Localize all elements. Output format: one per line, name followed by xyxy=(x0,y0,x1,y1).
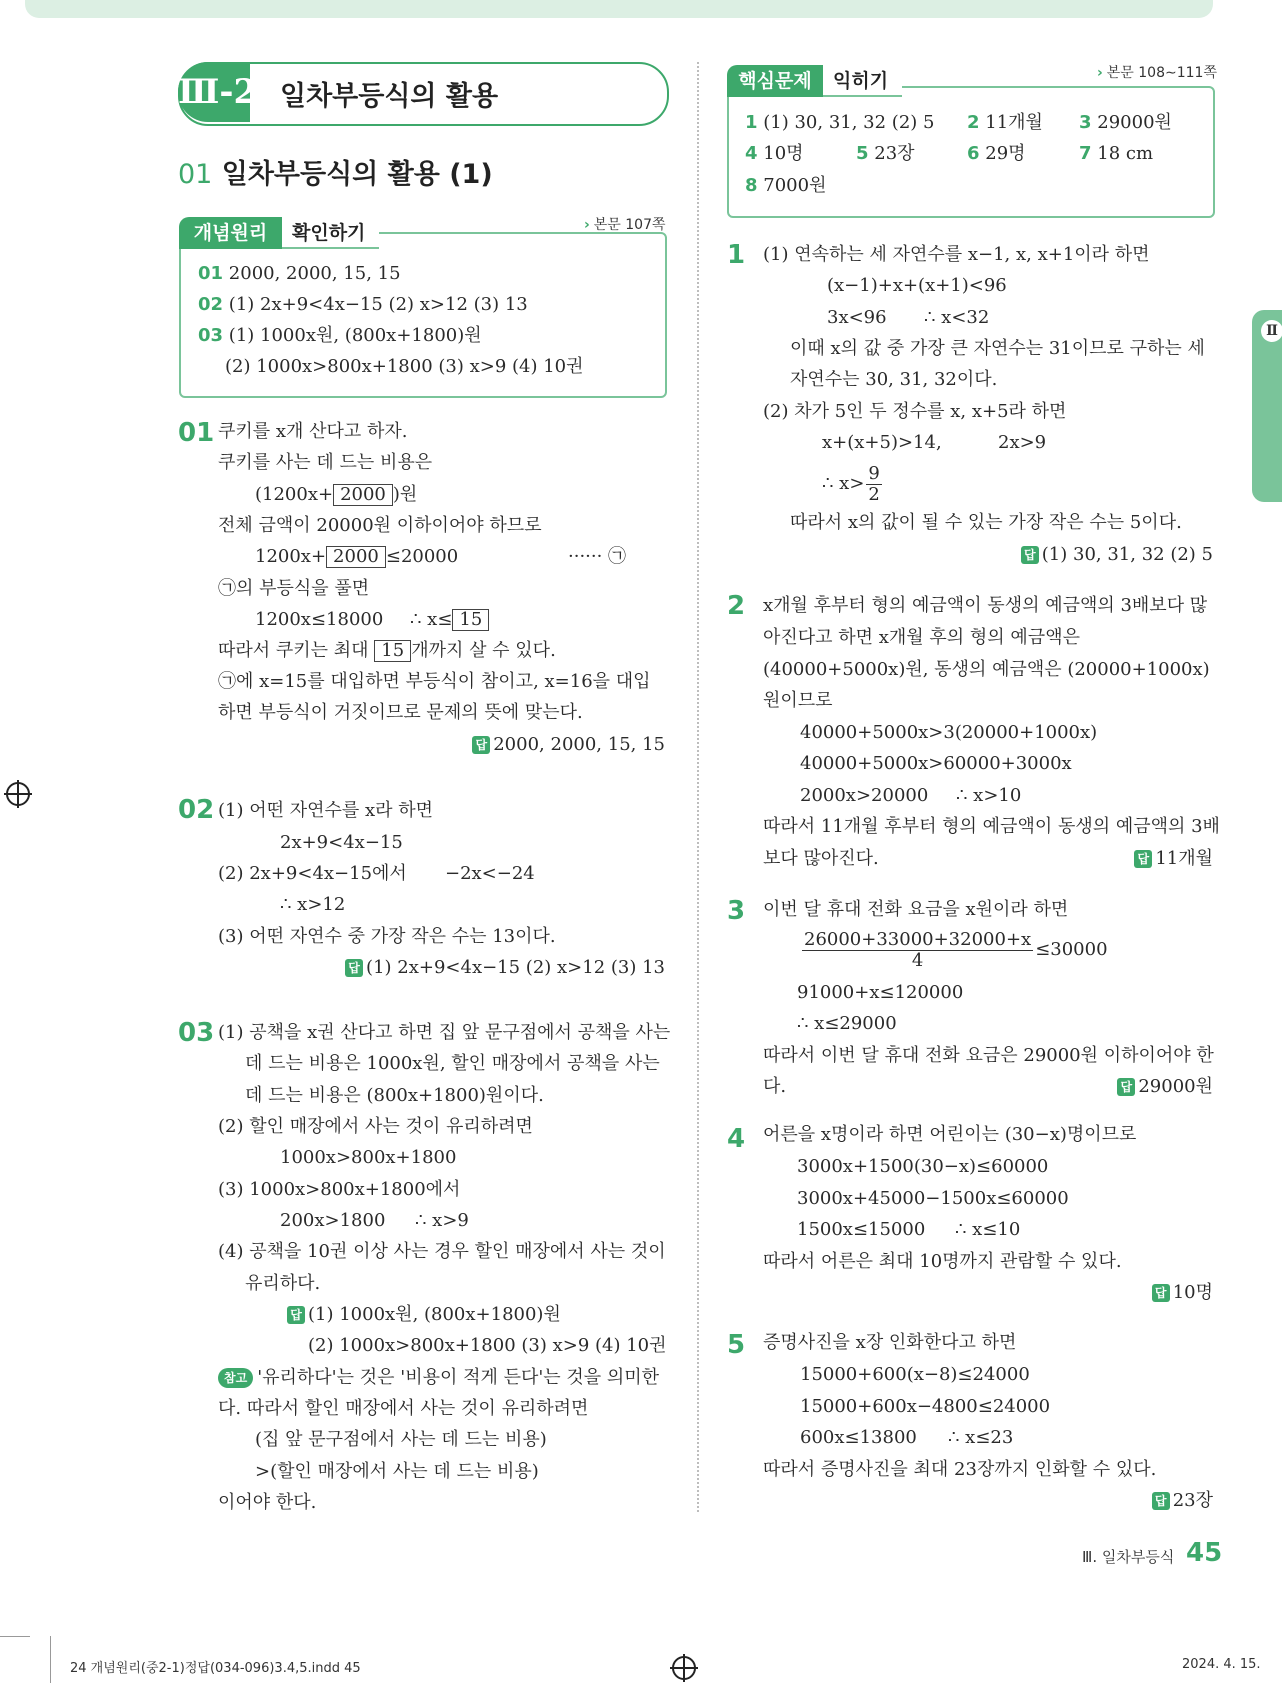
p01-line: ㉠의 부등식을 풀면 xyxy=(218,578,370,599)
p1-line: ∴ x<32 xyxy=(924,307,990,328)
problem-number: 02 xyxy=(178,795,215,825)
p01-line: 쿠키를 x개 산다고 하자. xyxy=(218,421,408,442)
p5-line: 15000+600(x−8)≤24000 xyxy=(800,1364,1030,1385)
p1-line: 이때 x의 값 중 가장 큰 자연수는 31이므로 구하는 세 xyxy=(790,338,1205,359)
p1-line: (x−1)+x+(x+1)<96 xyxy=(827,275,1007,296)
concept-line: 01 2000, 2000, 15, 15 xyxy=(198,263,401,284)
p4-line: ∴ x≤10 xyxy=(955,1219,1021,1240)
p4-line: 3000x+45000−1500x≤60000 xyxy=(797,1188,1069,1209)
p4-line: 어른을 x명이라 하면 어린이는 (30−x)명이므로 xyxy=(763,1124,1137,1145)
p03-note: >(할인 매장에서 사는 데 드는 비용) xyxy=(255,1461,539,1482)
core-item: 7 18 cm xyxy=(1079,143,1154,164)
p03-answer: 답 (1) 1000x원, (800x+1800)원 xyxy=(287,1304,561,1326)
note-icon: 참고 xyxy=(218,1368,253,1388)
p2-answer: 답 11개월 xyxy=(1134,848,1213,870)
p01-line: 1200x+ 2000 ≤20000 xyxy=(255,546,459,567)
p01-line: 하면 부등식이 거짓이므로 문제의 뜻에 맞는다. xyxy=(218,702,583,723)
print-slug: 24 개념원리(중2-1)정답(034-096)3.4,5.indd 45 xyxy=(70,1661,361,1676)
blank-box: 2000 xyxy=(326,546,386,568)
p03-line: ∴ x>9 xyxy=(415,1210,469,1231)
p1-answer: 답 (1) 30, 31, 32 (2) 5 xyxy=(1021,544,1213,566)
p3-line: ∴ x≤29000 xyxy=(797,1013,897,1034)
problem-number: 01 xyxy=(178,418,215,448)
p3-line: 다. xyxy=(763,1076,787,1097)
page-number: 45 xyxy=(1186,1538,1223,1568)
p01-line: (1200x+ 2000 )원 xyxy=(255,484,418,505)
p03-line: 데 드는 비용은 (800x+1800)원이다. xyxy=(245,1085,544,1106)
concept-line: 03 (1) 1000x원, (800x+1800)원 xyxy=(198,325,482,346)
core-item: 6 29명 xyxy=(967,143,1026,164)
p4-line: 따라서 어른은 최대 10명까지 관람할 수 있다. xyxy=(763,1251,1122,1272)
core-item: 2 11개월 xyxy=(967,112,1043,133)
p1-line: x+(x+5)>14, xyxy=(822,432,942,453)
blank-box: 2000 xyxy=(333,484,393,506)
answer-icon: 답 xyxy=(1152,1284,1170,1302)
p02-line: (3) 어떤 자연수 중 가장 작은 수는 13이다. xyxy=(218,926,556,947)
p02-answer: 답 (1) 2x+9<4x−15 (2) x>12 (3) 13 xyxy=(345,957,665,979)
core-item: 4 10명 xyxy=(745,143,804,164)
p1-line: 3x<96 xyxy=(827,307,887,328)
p3-line: 이번 달 휴대 전화 요금을 x원이라 하면 xyxy=(763,899,1069,920)
p02-line: (1) 어떤 자연수를 x라 하면 xyxy=(218,800,434,821)
core-page-ref: › 본문 108∼111쪽 xyxy=(1097,62,1217,82)
p1-line: 2x>9 xyxy=(998,432,1047,453)
fraction: $\frac{9}{2}$ xyxy=(868,462,880,505)
p02-line: −2x<−24 xyxy=(445,863,535,884)
p01-line: ㉠에 x=15를 대입하면 부등식이 참이고, x=16을 대입 xyxy=(218,671,651,692)
p5-line: 600x≤13800 xyxy=(800,1427,917,1448)
print-date: 2024. 4. 15. xyxy=(1182,1657,1261,1672)
p2-line: 원이므로 xyxy=(763,690,833,711)
p2-line: 아진다고 하면 x개월 후의 형의 예금액은 xyxy=(763,627,1080,648)
p03-note: (집 앞 문구점에서 사는 데 드는 비용) xyxy=(255,1429,547,1450)
core-label: 익히기 xyxy=(823,65,902,97)
problem-number: 5 xyxy=(727,1330,746,1360)
p03-line: 유리하다. xyxy=(245,1273,321,1294)
core-tag: 핵심문제 xyxy=(727,65,823,97)
p2-line: 40000+5000x>3(20000+1000x) xyxy=(800,722,1098,743)
problem-number: 3 xyxy=(727,896,746,926)
p3-line: 91000+x≤120000 xyxy=(797,982,964,1003)
p3-line: $\frac{26000+33000+32000+x}{4}$ ≤30000 xyxy=(804,928,1108,971)
p03-line: (4) 공책을 10권 이상 사는 경우 할인 매장에서 사는 것이 xyxy=(218,1241,666,1262)
p2-line: 2000x>20000 xyxy=(800,785,929,806)
concept-page-ref: › 본문 107쪽 xyxy=(584,214,666,234)
p5-line: 따라서 증명사진을 최대 23장까지 인화할 수 있다. xyxy=(763,1459,1157,1480)
p2-line: ∴ x>10 xyxy=(956,785,1022,806)
p2-line: 40000+5000x>60000+3000x xyxy=(800,753,1072,774)
p3-answer: 답 29000원 xyxy=(1117,1076,1213,1098)
answer-icon: 답 xyxy=(1021,546,1039,564)
answer-icon: 답 xyxy=(472,736,490,754)
unit-number: Ⅲ-2 xyxy=(178,62,250,122)
p5-line: 증명사진을 x장 인화한다고 하면 xyxy=(763,1332,1017,1353)
crop-mark xyxy=(0,1636,30,1637)
p03-answer: (2) 1000x>800x+1800 (3) x>9 (4) 10권 xyxy=(308,1335,667,1356)
core-item: 3 29000원 xyxy=(1079,112,1172,133)
section-number: 01 xyxy=(178,159,213,190)
section-title-text: 일차부등식의 활용 (1) xyxy=(221,159,493,190)
p1-line: 자연수는 30, 31, 32이다. xyxy=(790,369,998,390)
p03-line: 200x>1800 xyxy=(280,1210,386,1231)
p01-answer: 답 2000, 2000, 15, 15 xyxy=(472,734,665,756)
concept-label: 확인하기 xyxy=(282,217,379,249)
p01-line: 따라서 쿠키는 최대 15 개까지 살 수 있다. xyxy=(218,640,556,661)
side-tab-label: Ⅱ xyxy=(1261,320,1283,342)
p01-line: 1200x≤18000 xyxy=(255,609,384,630)
p03-line: 데 드는 비용은 1000x원, 할인 매장에서 공책을 사는 xyxy=(245,1053,660,1074)
unit-title: 일차부등식의 활용 xyxy=(280,81,499,112)
registration-mark-icon xyxy=(6,782,30,806)
core-item: 5 23장 xyxy=(856,143,915,164)
p5-answer: 답 23장 xyxy=(1152,1490,1213,1512)
core-item: 8 7000원 xyxy=(745,175,827,196)
p5-line: ∴ x≤23 xyxy=(948,1427,1014,1448)
p4-line: 3000x+1500(30−x)≤60000 xyxy=(797,1156,1049,1177)
p2-line: x개월 후부터 형의 예금액이 동생의 예금액의 3배보다 많 xyxy=(763,595,1208,616)
top-band xyxy=(25,0,1213,18)
p1-line: (1) 연속하는 세 자연수를 x−1, x, x+1이라 하면 xyxy=(763,244,1150,265)
p01-line: 전체 금액이 20000원 이하이어야 하므로 xyxy=(218,515,542,536)
concept-line: 02 (1) 2x+9<4x−15 (2) x>12 (3) 13 xyxy=(198,294,528,315)
answer-icon: 답 xyxy=(1152,1492,1170,1510)
p2-line: (40000+5000x)원, 동생의 예금액은 (20000+1000x) xyxy=(763,659,1210,680)
p02-line: 2x+9<4x−15 xyxy=(280,832,403,853)
crop-mark xyxy=(50,1636,51,1683)
p1-line: ∴ x> $\frac{9}{2}$ xyxy=(822,462,880,505)
p03-line: (3) 1000x>800x+1800에서 xyxy=(218,1179,461,1200)
p01-line: 쿠키를 사는 데 드는 비용은 xyxy=(218,452,433,473)
p01-line: ∴ x≤ 15 xyxy=(410,609,489,631)
problem-number: 03 xyxy=(178,1018,215,1048)
p1-line: (2) 차가 5인 두 정수를 x, x+5라 하면 xyxy=(763,401,1067,422)
core-item: 1 (1) 30, 31, 32 (2) 5 xyxy=(745,112,935,133)
p01-eq-marker: ······ ㉠ xyxy=(568,546,627,567)
answer-icon: 답 xyxy=(287,1306,305,1324)
blank-box: 15 xyxy=(452,609,489,631)
p03-note: 이어야 한다. xyxy=(218,1492,317,1513)
p2-line: 따라서 11개월 후부터 형의 예금액이 동생의 예금액의 3배 xyxy=(763,816,1220,837)
answer-icon: 답 xyxy=(1117,1078,1135,1096)
concept-line: (2) 1000x>800x+1800 (3) x>9 (4) 10권 xyxy=(225,356,584,377)
p5-line: 15000+600x−4800≤24000 xyxy=(800,1396,1051,1417)
p3-line: 따라서 이번 달 휴대 전화 요금은 29000원 이하이어야 한 xyxy=(763,1045,1214,1066)
registration-mark-icon xyxy=(672,1656,696,1680)
answer-icon: 답 xyxy=(1134,850,1152,868)
footer-section: Ⅲ. 일차부등식 xyxy=(1082,1548,1175,1566)
p03-line: 1000x>800x+1800 xyxy=(280,1147,457,1168)
p02-line: (2) 2x+9<4x−15에서 xyxy=(218,863,407,884)
p02-line: ∴ x>12 xyxy=(280,894,346,915)
p03-note: 다. 따라서 할인 매장에서 사는 것이 유리하려면 xyxy=(218,1398,589,1419)
p2-line: 보다 많아진다. xyxy=(763,848,879,869)
section-title xyxy=(178,152,493,191)
column-divider xyxy=(697,62,699,1512)
problem-number: 1 xyxy=(727,240,746,270)
side-chapter-tab xyxy=(1252,310,1282,502)
p03-line: (1) 공책을 x권 산다고 하면 집 앞 문구점에서 공책을 사는 xyxy=(218,1022,671,1043)
fraction: $\frac{26000+33000+32000+x}{4}$ xyxy=(804,928,1032,971)
p4-answer: 답 10명 xyxy=(1152,1282,1213,1304)
p1-line: 따라서 x의 값이 될 수 있는 가장 작은 수는 5이다. xyxy=(790,512,1182,533)
p03-line: (2) 할인 매장에서 사는 것이 유리하려면 xyxy=(218,1116,533,1137)
blank-box: 15 xyxy=(374,640,411,662)
concept-tag: 개념원리 xyxy=(179,217,282,249)
answer-icon: 답 xyxy=(345,959,363,977)
p4-line: 1500x≤15000 xyxy=(797,1219,926,1240)
problem-number: 4 xyxy=(727,1124,746,1154)
problem-number: 2 xyxy=(727,591,746,621)
p03-note: 참고 '유리하다'는 것은 '비용이 적게 든다'는 것을 의미한 xyxy=(218,1367,659,1389)
